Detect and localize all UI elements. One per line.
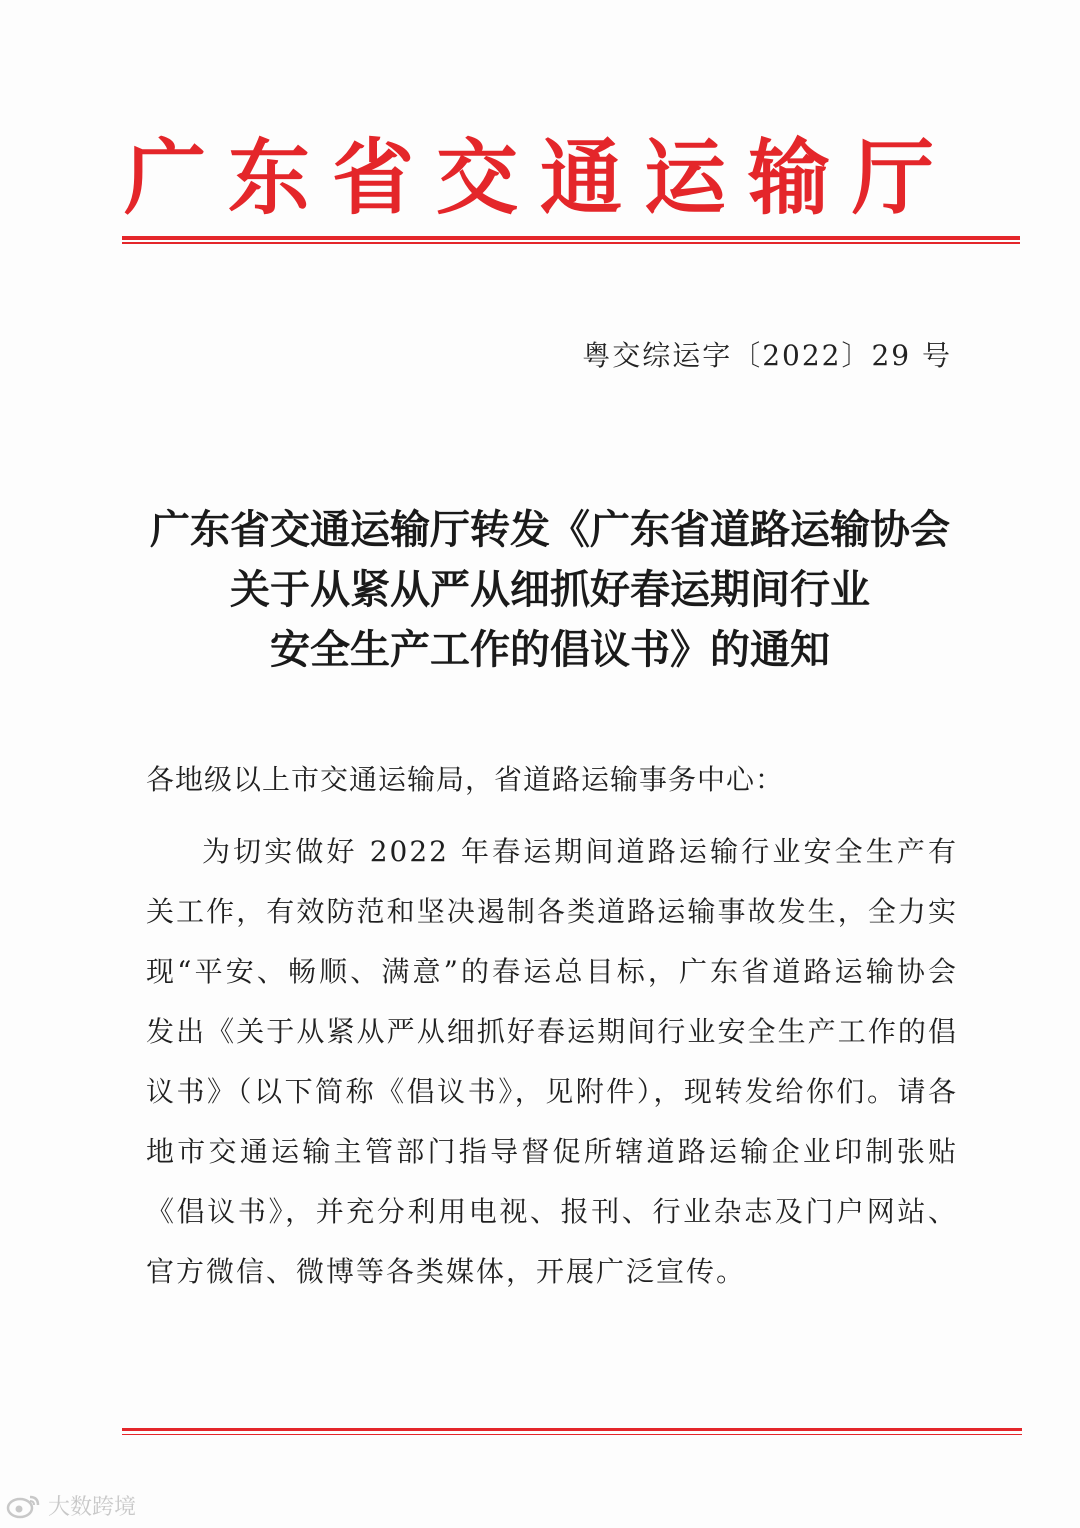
masthead-red-rule	[122, 236, 1020, 240]
document-title	[110, 500, 990, 680]
addressee-line: 各地级以上市交通运输局，省道路运输事务中心：	[146, 763, 785, 796]
footer-red-rule-thin	[122, 1434, 1022, 1435]
watermark-text: 大数跨境	[48, 1495, 137, 1520]
document-number: 粤交综运字〔2022〕29 号	[582, 339, 952, 372]
footer-red-rule	[122, 1428, 1022, 1431]
body-paragraph: 为切实做好 2022 年春运期间道路运输行业安全生产有关工作，有效防范和坚决遏制各类道路运输事故发生，全力实现“平安、畅顺、满意”的春运总目标，广东省道路运输协会发出《关于从紧从严从细抓好春运期间行业安全生产工作的倡议书》（以下简称《倡议书》，见附件），现转发给你们。请各地市交通运输主管部门指导督促所辖道路运输企业印制张贴《倡议书》，并充分利用电视、报刊、行业杂志及门户网站、官方微信、微博等各类媒体，开展广泛宣传。	[146, 835, 958, 1288]
masthead-red-rule-thin	[122, 242, 1020, 244]
title-line-1: 广东省交通运输厅转发《广东省道路运输协会	[150, 506, 950, 553]
weibo-style-logo-icon	[6, 1493, 42, 1519]
title-line-3: 安全生产工作的倡议书》的通知	[270, 626, 830, 673]
title-line-2: 关于从紧从严从细抓好春运期间行业	[230, 566, 870, 613]
issuer-masthead: 广东省交通运输厅	[123, 130, 956, 226]
watermark	[6, 1490, 136, 1521]
